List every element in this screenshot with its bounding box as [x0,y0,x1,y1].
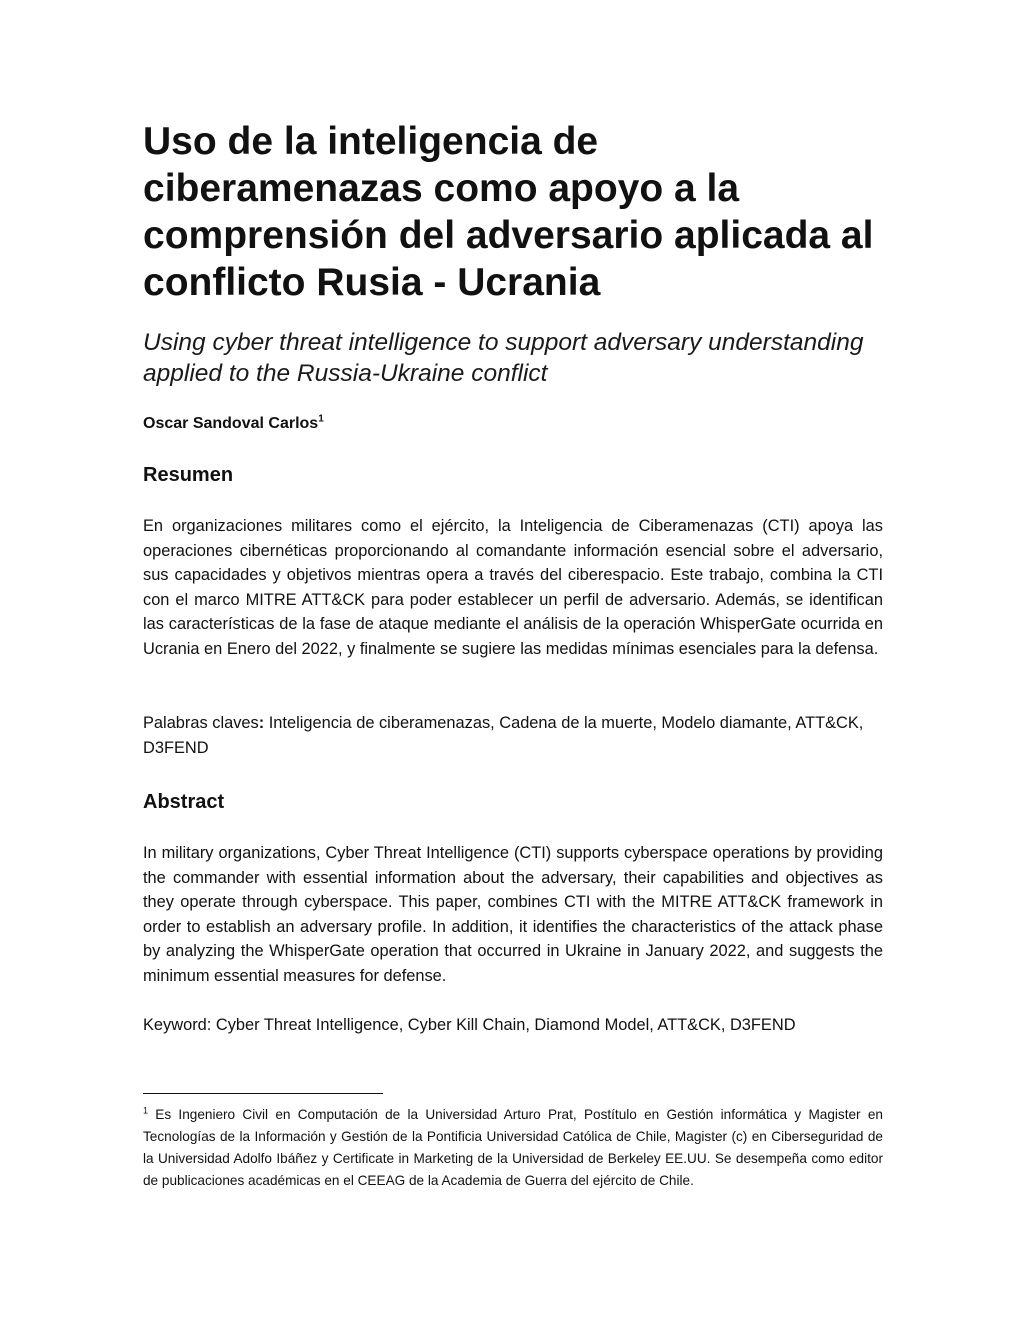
author-line [143,412,324,436]
resumen-heading: Resumen [143,464,234,486]
footnote-mark: 1 [143,1105,149,1116]
resumen-body: En organizaciones militares como el ejército, la Inteligencia de Ciberamenazas (CTI) apoya las operaciones cibernéticas proporcionando al comandante información esencial sobre el adversario, sus capacidades y objetivos mientras opera a través del ciberespacio. Este trabajo, combina la CTI con el marco MITRE ATT&CK para poder establecer un perfil de adversario. Además, se identifican las características de la fase de ataque mediante el análisis de la operación WhisperGate ocurrida en Ucrania en Enero del 2022, y finalmente se sugiere las medidas mínimas esenciales para la defensa. [143,517,883,658]
footnote [143,1104,883,1192]
resumen-keywords-list: Inteligencia de ciberamenazas, Cadena de la muerte, Modelo diamante, ATT&CK, D3FEND [143,714,864,757]
footnote-divider [143,1093,383,1094]
abstract-body: In military organizations, Cyber Threat Intelligence (CTI) supports cyberspace operations by providing the commander with essential information about the adversary, their capabilities and objectives as they operate through cyberspace. This paper, combines CTI with the MITRE ATT&CK framework in order to establish an adversary profile. In addition, it identifies the characteristics of the attack phase by analyzing the WhisperGate operation that occurred in Ukraine in January 2022, and suggests the minimum essential measures for defense. [143,844,883,985]
abstract-keywords: Keyword: Cyber Threat Intelligence, Cyber Kill Chain, Diamond Model, ATT&CK, D3FEND [143,1016,796,1034]
resumen-keywords-label: Palabras claves [143,714,259,732]
paper-title: Uso de la inteligencia de ciberamenazas como apoyo a la comprensión del adversario aplicada al conflicto Rusia - Ucrania [143,120,874,304]
abstract-heading: Abstract [143,791,225,813]
author-name: Oscar Sandoval Carlos [143,415,319,432]
footnote-text: Es Ingeniero Civil en Computación de la Universidad Arturo Prat, Postítulo en Gestión informática y Magister en Tecnologías de la Información y Gestión de la Pontificia Universidad Católica de Chile, Magister (c) en Ciberseguridad de la Universidad Adolfo Ibáñez y Certificate in Marketing de la Universidad de Berkeley EE.UU. Se desempeña como editor de publicaciones académicas en el CEEAG de la Academia de Guerra del ejército de Chile. [143,1107,883,1188]
author-footnote-mark[interactable]: 1 [318,413,324,425]
resumen-keywords [143,711,883,760]
paper-subtitle: Using cyber threat intelligence to support adversary understanding applied to the Russia-Ukraine conflict [143,329,864,387]
resumen-keywords-colon: : [258,714,265,732]
